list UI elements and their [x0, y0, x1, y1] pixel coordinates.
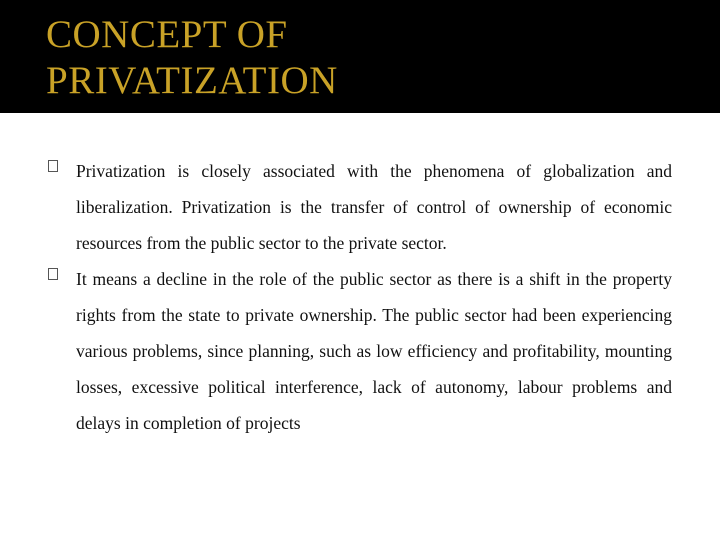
bullet-text-1: Privatization is closely associated with the phenomena of globalization and liberalization. Privatization is the transfer of control of ownership of economic resources from the public sector to the private sector.: [76, 161, 672, 253]
slide-body: [48, 153, 672, 441]
slide-title-line-2: PRIVATIZATION: [46, 59, 338, 102]
slide-title-line-1: CONCEPT OF: [46, 13, 288, 56]
bullet-item-1: [48, 153, 672, 261]
bullet-text-2: It means a decline in the role of the public sector as there is a shift in the property rights from the state to private ownership. The public sector had been experiencing various problems, since planning, such as low efficiency and profitability, mounting losses, excessive political interference, lack of autonomy, labour problems and delays in completion of projects: [76, 269, 672, 433]
square-bullet-icon: [48, 268, 58, 280]
bullet-item-2: [48, 261, 672, 441]
title-bar: [0, 0, 720, 113]
slide-title: [46, 12, 686, 104]
square-bullet-icon: [48, 160, 58, 172]
